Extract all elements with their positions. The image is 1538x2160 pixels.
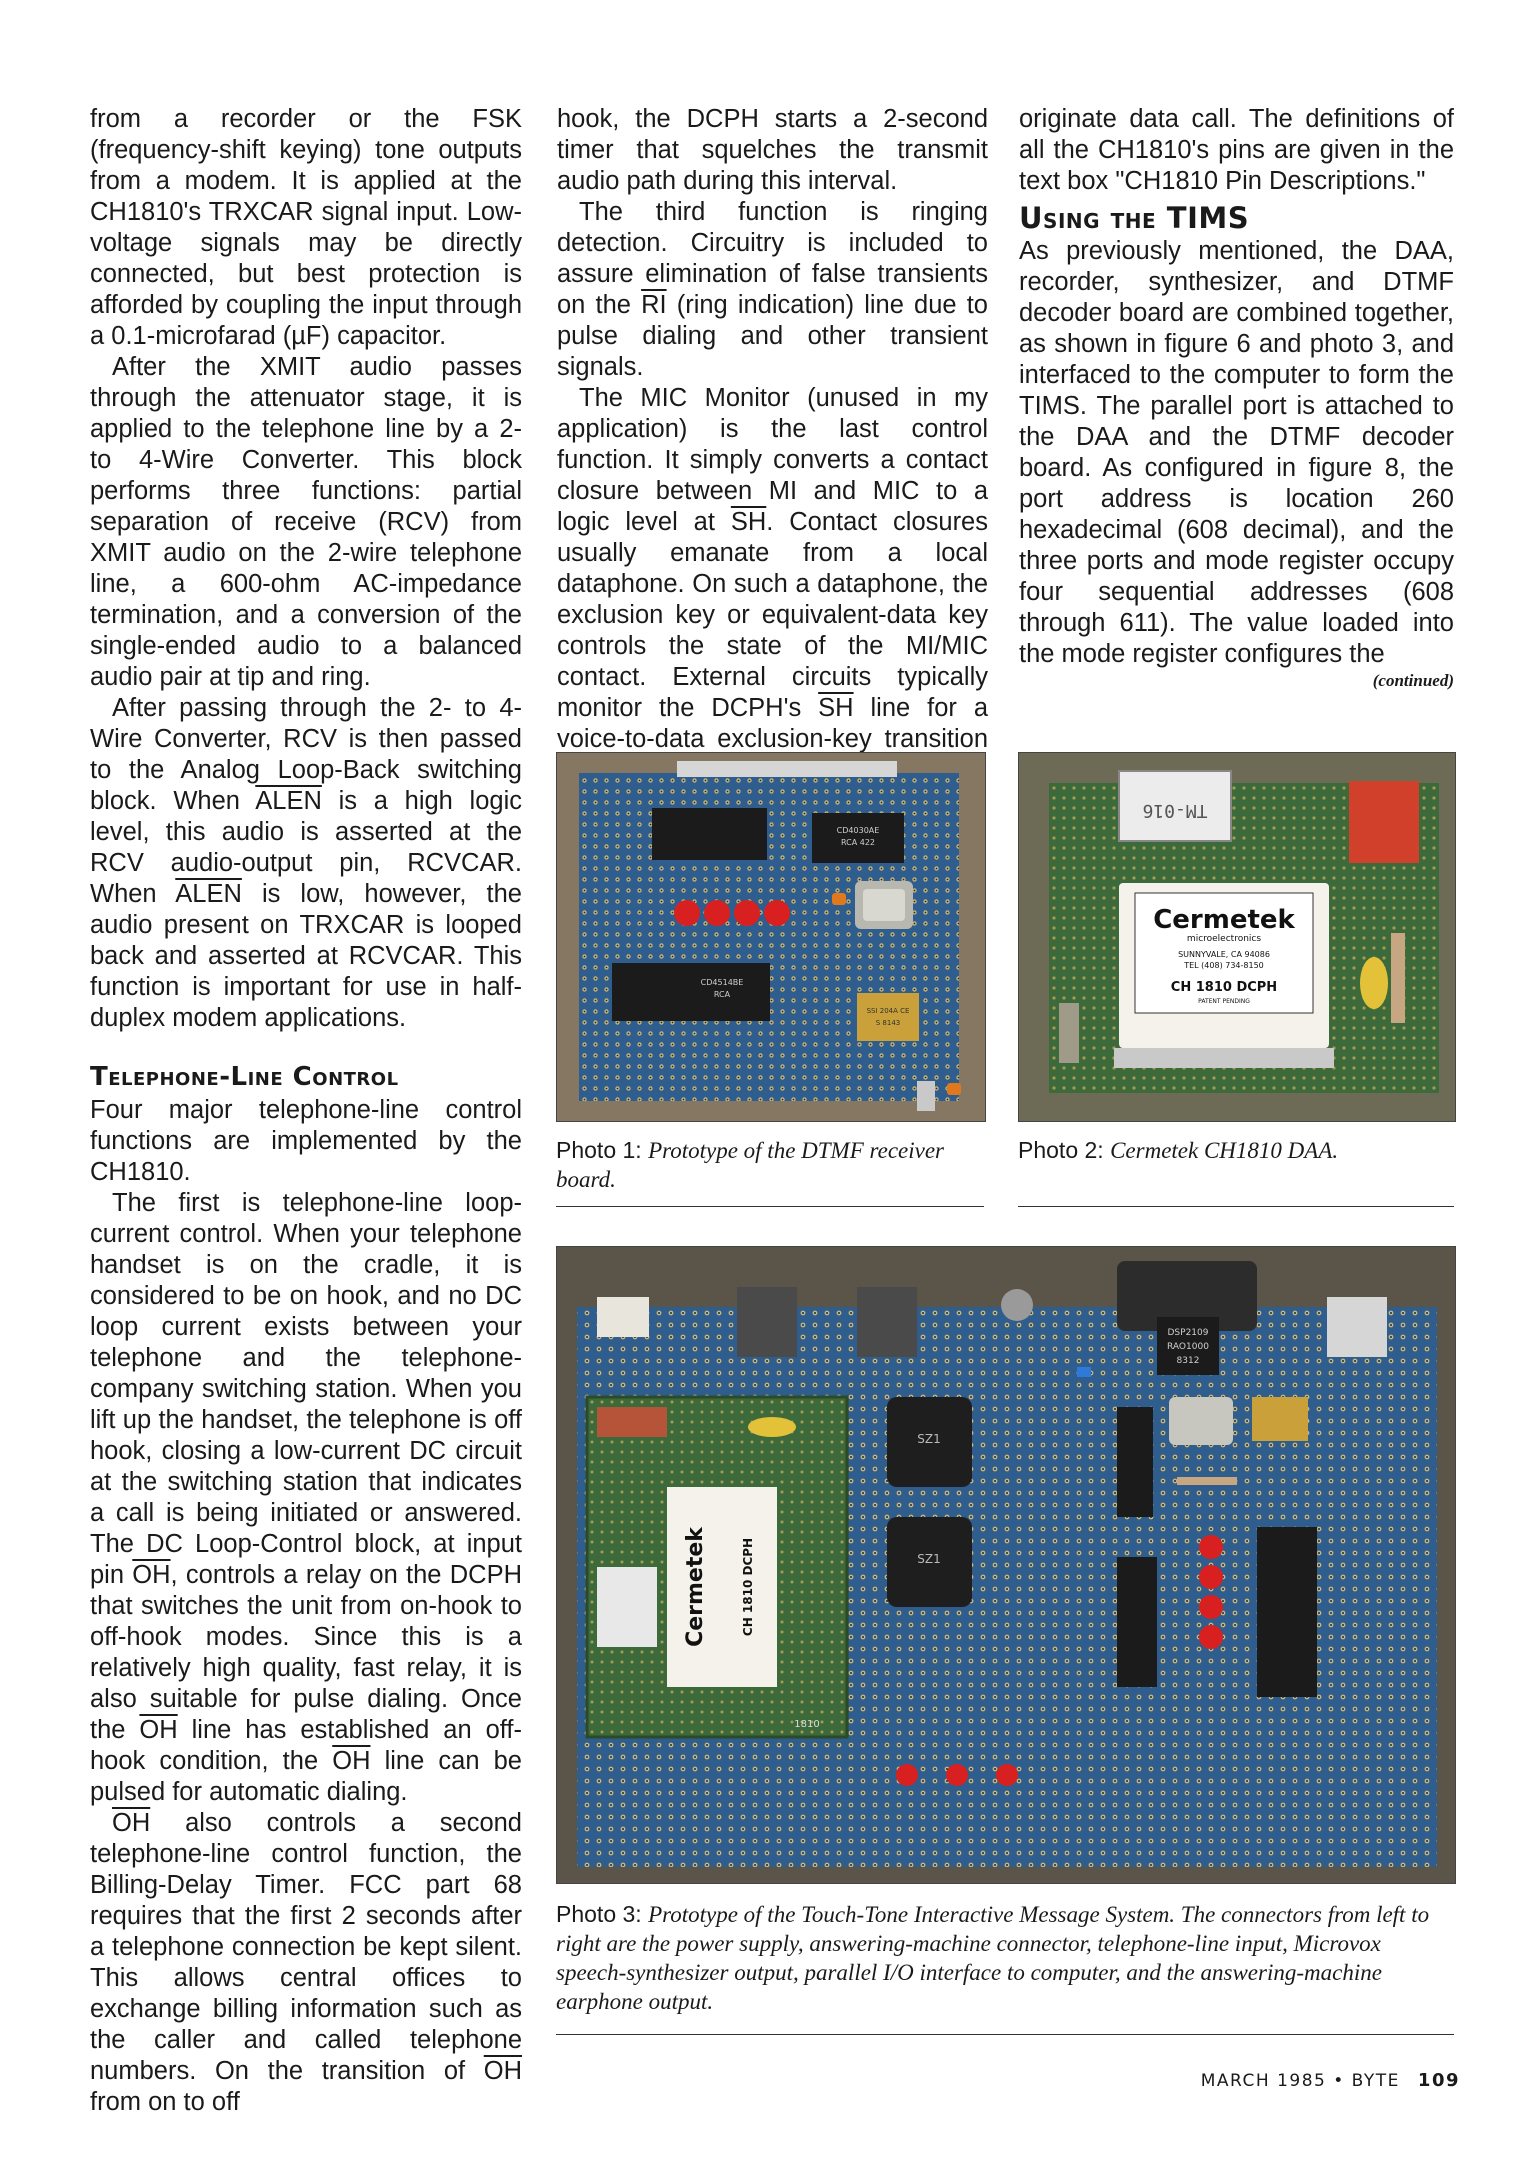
chip-label: SSI 204A CE: [866, 1007, 910, 1015]
signal-oh: $\overline{OH}$: [332, 1747, 371, 1775]
chip-label: CD4030AE: [836, 826, 880, 835]
signal-ri: $\overline{RI}$: [641, 291, 667, 319]
photo-3-tims-prototype: [556, 1246, 1456, 1884]
board-label: 1810: [794, 1719, 820, 1730]
paragraph: hook, the DCPH starts a 2-second timer that squelches the transmit audio path during this interval.: [557, 105, 988, 195]
text-run: line has established an off-hook condition, the: [90, 1716, 522, 1775]
module-address: SUNNYVALE, CA 94086: [1178, 950, 1270, 959]
signal-oh: $\overline{OH}$: [139, 1716, 178, 1744]
module-model: CH 1810 DCPH: [1170, 980, 1278, 995]
column-1: [90, 104, 522, 2118]
chip-label: RCA 422: [840, 838, 876, 847]
signal-oh: $\overline{OH}$: [483, 2057, 522, 2085]
text-run: . Contact closures usually emanate from a local dataphone. On such a dataphone, the exclusion key or equivalent-data key controls the state of the MI/MIC contact. External circuits typically monitor the DCPH's: [557, 508, 988, 722]
signal-sh: $\overline{SH}$: [818, 694, 854, 722]
chip-label: RCA: [713, 990, 731, 999]
text-run: (ring indication) line due to pulse dialing and other transient signals.: [557, 291, 988, 381]
paragraph: originate data call. The definitions of all the CH1810's pins are given in the text box "CH1810 Pin Descriptions.": [1019, 105, 1454, 195]
chip-label: DSP2109: [1167, 1328, 1209, 1338]
caption-text: Prototype of the Touch-Tone Interactive Message System. The connectors from left to right are the power supply, answering-machine connector, telephone-line input, Microvox speech-synthesizer output, parallel I/O interface to computer, and the answering-machine earphone output.: [556, 1902, 1430, 2014]
paragraph: As previously mentioned, the DAA, recorder, synthesizer, and DTMF decoder board are combined together, as shown in figure 6 and photo 3, and interfaced to the computer to form the TIMS. The parallel port is attached to the DAA and the DTMF decoder board. As configured in figure 8, the port address is location 260 hexadecimal (608 decimal), and the three ports and mode register occupy four sequential addresses (608 through 611). The value loaded into the mode register configures the: [1019, 237, 1454, 668]
caption-label: Photo 2:: [1018, 1137, 1104, 1163]
photo-2-caption: [1018, 1136, 1454, 1165]
component-tag: SZ1: [917, 1432, 941, 1446]
signal-oh: $\overline{OH}$: [132, 1561, 171, 1589]
component-tag: SZ1: [917, 1552, 941, 1566]
column-2: [557, 104, 988, 786]
caption-rule: [1018, 1206, 1454, 1207]
page-footer: [1201, 2070, 1460, 2091]
module-sub: microelectronics: [1186, 934, 1262, 944]
caption-text: Prototype of the DTMF receiver board.: [556, 1138, 945, 1192]
text-run: The MIC Monitor (unused in my application) is the last control function. It simply converts a contact closure between MI and MIC to a logic level at: [557, 384, 988, 536]
photo-1-caption: [556, 1136, 976, 1194]
signal-sh: $\overline{SH}$: [730, 508, 767, 536]
text-run: line can be pulsed for automatic dialing.: [90, 1747, 522, 1806]
text-run: is a high logic level, this audio is asserted at the RCV audio-output pin, RCVCAR. When: [90, 787, 523, 908]
text-run: , controls a relay on the DCPH that switches the unit from on-hook to off-hook modes. Since this is a relatively high quality, fast relay, it is also suitable for pulse dialing. Once the: [90, 1561, 522, 1744]
signal-oh: $\overline{OH}$: [112, 1809, 151, 1837]
chip-label: CD4514BE: [700, 978, 744, 987]
text-run: The third function is ringing detection. Circuitry is included to assure elimination of false transients on the: [557, 198, 988, 319]
text-run: After passing through the 2- to 4-Wire Converter, RCV is then passed to the Analog Loop-Back switching block. When: [90, 694, 522, 815]
caption-label: Photo 3:: [556, 1901, 642, 1927]
photo-1-dtmf-board: [556, 752, 986, 1122]
chip-label: S 8143: [875, 1019, 901, 1027]
module-brand: Cermetek: [683, 1527, 708, 1647]
caption-text: Cermetek CH1810 DAA.: [1110, 1138, 1339, 1163]
caption-rule: [556, 2034, 1454, 2035]
caption-rule: [556, 1206, 984, 1207]
module-brand: Cermetek: [1153, 905, 1295, 935]
paragraph: from a recorder or the FSK (frequency-shift keying) tone outputs from a modem. It is applied at the CH1810's TRXCAR signal input. Low-voltage signals may be directly connected, but best protection is afforded by coupling the input through a 0.1-microfarad (µF) capacitor.: [90, 105, 522, 350]
paragraph: After the XMIT audio passes through the attenuator stage, it is applied to the telephone line by a 2- to 4-Wire Converter. This block performs three functions: partial separation of receive (RCV) from XMIT audio on the 2-wire telephone line, a 600-ohm AC-impedance termination, and a conversion of the single-ended audio to a balanced audio pair at tip and ring.: [90, 353, 522, 691]
signal-alen: ALEN: [255, 787, 322, 815]
module-model: CH 1810 DCPH: [741, 1537, 755, 1637]
paragraph: [90, 693, 522, 1034]
text-run: also controls a second telephone-line control function, the Billing-Delay Timer. FCC part 68 requires that the first 2 seconds after a telephone connection be kept silent. This allows central offices to exchange billing information such as the caller and called telephone numbers. On the transition of: [90, 1809, 522, 2085]
section-heading-telephone-line-control: Telephone-Line Control: [90, 1062, 399, 1092]
continued-note: (continued): [1372, 671, 1454, 690]
paragraph: [90, 1808, 522, 2118]
text-run: The first is telephone-line loop-current control. When your telephone handset is on the cradle, it is considered to be on hook, and no DC loop current exists between your telephone and the telephone-company switching station. When you lift up the handset, the telephone is off hook, closing a low-current DC circuit at the switching station that indicates a call is being initiated or answered. The DC Loop-Control block, at input pin: [90, 1189, 522, 1589]
issue-info: MARCH 1985 • BYTE: [1200, 2071, 1400, 2091]
text-run: is low, however, the audio present on TRXCAR is looped back and asserted at RCVCAR. This function is important for use in half-duplex modem applications.: [90, 880, 522, 1032]
paragraph: [90, 1188, 522, 1808]
page-number: 109: [1417, 2070, 1460, 2091]
module-patent: PATENT PENDING: [1198, 998, 1250, 1005]
section-heading-using-the-tims: Using the TIMS: [1019, 201, 1250, 235]
caption-label: Photo 1:: [556, 1137, 642, 1163]
paragraph: [557, 197, 988, 383]
chip-label: RAO1000: [1167, 1342, 1209, 1352]
text-run: from on to off: [90, 2088, 240, 2116]
photo-2-cermetek-daa: [1018, 752, 1456, 1122]
chip-label: 8312: [1176, 1356, 1200, 1366]
module-tel: TEL (408) 734-8150: [1184, 961, 1264, 970]
text-run: line for a voice-to-data exclusion-key transition: [557, 694, 988, 753]
signal-alen: ALEN: [175, 880, 242, 908]
paragraph: Four major telephone-line control functions are implemented by the CH1810.: [90, 1096, 522, 1186]
photo-3-caption: [556, 1900, 1446, 2016]
relay-label: TM-016: [1142, 800, 1208, 821]
paragraph: [557, 383, 988, 786]
column-3: [1019, 104, 1454, 692]
